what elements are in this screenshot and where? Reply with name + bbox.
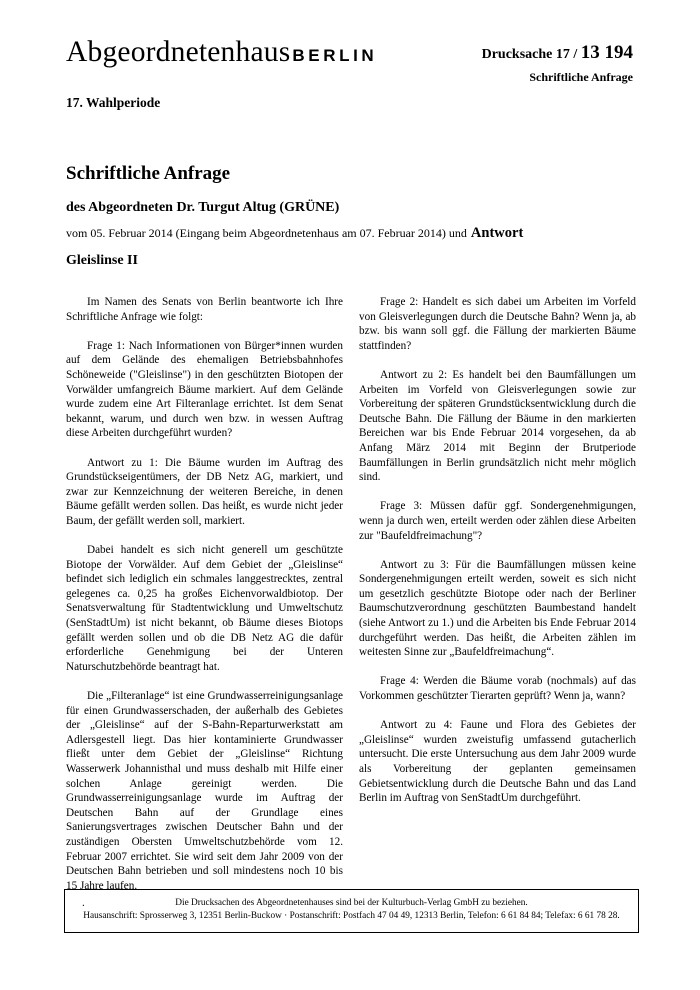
footer-line-1: Die Drucksachen des Abgeordnetenhauses sind bei der Kulturbuch-Verlag GmbH zu beziehen. xyxy=(175,898,528,908)
drucksache-number: 13 194 xyxy=(580,42,633,63)
paragraph: Frage 1: Nach Informationen von Bürger*innen wurden auf dem Gelände des ehemaligen Betriebsbahnhofes Schöneweide ("Gleislinse") in den geschützten Biotopen der Vorwälder umfangreich Bäume markiert. Auf dem Gelände wurde zudem eine Art Filteranlage errichtet. Ist dem Senat bekannt, warum, und durch wen bzw. in wessen Auftrag diese Arbeiten durchgeführt wurden? xyxy=(66,339,343,440)
drucksache-block xyxy=(482,42,633,85)
paragraph: Frage 2: Handelt es sich dabei um Arbeiten im Vorfeld von Gleisverlegungen durch die Deutsche Bahn? Wenn ja, ab bzw. bis wann soll ggf. die Fällung der markierten Bäume stattfinden? xyxy=(359,296,636,352)
org-city: BERLIN xyxy=(292,46,378,65)
paragraph: Die „Filteranlage“ ist eine Grundwasserreinigungsanlage für einen Grundwasserschaden, der außerhalb des Gebietes der „Gleislinse“ auf der S-Bahn-Reparturwerkstatt am Adlersgestell liegt. Das hier kontaminierte Grundwasser fließt unter dem Gebiet der „Gleislinse“ Richtung Wasserwerk Johannisthal und muss deshalb mit Hilfe einer solchen Anlage gereinigt werden. Die Grundwasserreinigungsanlage wurde im Auftrag der Deutschen Bahn auf der Grundlage eines Sanierungsvertrages zwischen Deutscher Bahn und der zuständigen Obersten Umweltschutzbehörde vom 12. Februar 2007 errichtet. Sie wird seit dem Jahr 2009 von der Deutschen Bahn betrieben und soll mindestens noch 10 bis 15 Jahre laufen. xyxy=(66,690,343,892)
paragraph: Antwort zu 3: Für die Baumfällungen müssen keine Sondergenehmigungen erteilt werden, soweit es sich nicht um gesetzlich geschützte Biotope oder nach der Berliner Baumschutzverordnung geschützten Baumbestand handelt (siehe Antwort zu 1.) und die Arbeiten bis Ende Februar 2014 durchgeführt werden. Das heißt, die Arbeiten zählen im weitesten Sinne zur „Baufeldfreimachung“. xyxy=(359,558,636,659)
paragraph: Antwort zu 1: Die Bäume wurden im Auftrag des Grundstückseigentümers, der DB Netz AG, markiert, und zwar zur Kennzeichnung der weiteren Bereiche, in denen Bäume gefällt werden sollen. Das heißt, es wurde nicht jeder Baum, der gefällt werden soll, markiert. xyxy=(66,456,343,527)
document-date-line xyxy=(66,225,523,242)
footer-line-2: Hausanschrift: Sprosserweg 3, 12351 Berlin-Buckow · Postanschrift: Postfach 47 04 49, 12313 Berlin, Telefon: 6 61 84 84; Telefax: 6 61 78 28. xyxy=(83,911,620,921)
paragraph: Im Namen des Senats von Berlin beantworte ich Ihre Schriftliche Anfrage wie folgt: xyxy=(66,296,343,323)
drucksache-label: Drucksache 17 / xyxy=(481,47,578,62)
answer-label: Antwort xyxy=(470,225,524,241)
org-name: Abgeordnetenhaus xyxy=(66,36,291,68)
paragraph: Antwort zu 4: Faune und Flora des Gebietes der „Gleislinse“ wurden zweistufig umfassend gutacherlich untersucht. Die erste Untersuchung aus dem Jahr 2009 wurde als Vorbereitung der geplanten gemeinsamen Gebietsentwicklung durch die Deutsche Bahn und das Land Berlin im Auftrag von SenStadtUm durchgeführt. xyxy=(359,719,636,805)
document-subject: Gleislinse II xyxy=(66,253,138,268)
footer-box xyxy=(64,889,639,933)
paragraph: Frage 3: Müssen dafür ggf. Sondergenehmigungen, wenn ja durch wen, erteilt werden oder zählen diese Arbeiten zur "Baufeldfreimachung"? xyxy=(359,500,636,542)
right-column xyxy=(359,295,636,820)
masthead-logo xyxy=(66,36,377,76)
trailing-dot: . xyxy=(82,896,85,909)
drucksache-line xyxy=(482,42,633,64)
document-title: Schriftliche Anfrage xyxy=(66,163,231,184)
date-text: vom 05. Februar 2014 (Eingang beim Abgeordnetenhaus am 07. Februar 2014) und xyxy=(66,226,467,240)
paragraph: Dabei handelt es sich nicht generell um geschützte Biotope der Vorwälder. Auf dem Gebiet der „Gleislinse“ befindet sich lediglich ein schmales langgestrecktes, zentral gelegenes ca. 0,25 ha großes Eichenvorwaldbiotop. Der Senatsverwaltung für Stadtentwicklung und Umweltschutz (SenStadtUm) ist nicht bekannt, ob Bäume dieses Biotops gefällt werden sollen und ob die DB Netz AG die dafür erforderliche Genehmigung bei der Unteren Naturschutzbehörde beantragt hat. xyxy=(66,544,343,673)
paragraph: Antwort zu 2: Es handelt bei den Baumfällungen um Arbeiten im Vorfeld von Gleisverlegungen sowie zur Vorbereitung der späteren Grundstücksentwicklung durch die Deutsche Bahn. Die Fällung der Bäume in den markierten Bereichen war bis Ende Februar 2014 vorgesehen, da ab Anfang März 2014 mit Beginn der Brutperiode Baumfällungen in Berlin grundsätzlich nicht mehr möglich sind. xyxy=(359,368,636,484)
left-column xyxy=(66,295,343,925)
wahlperiode: 17. Wahlperiode xyxy=(66,95,161,110)
doc-type: Schriftliche Anfrage xyxy=(529,70,633,84)
document-author: des Abgeordneten Dr. Turgut Altug (GRÜNE) xyxy=(66,200,340,215)
paragraph: Frage 4: Werden die Bäume vorab (nochmals) auf das Vorkommen geschützter Tierarten geprüft? Wenn ja, wann? xyxy=(359,675,636,703)
